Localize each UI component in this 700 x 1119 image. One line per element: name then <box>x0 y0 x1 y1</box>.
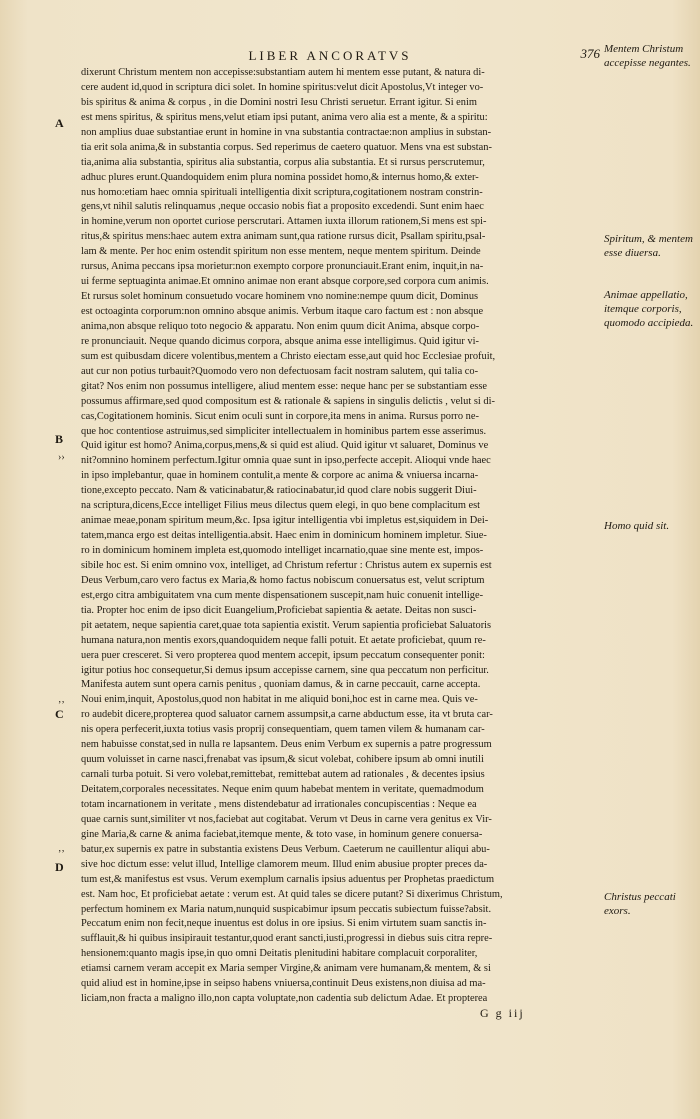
text-line: adhuc plures erunt.Quandoquidem enim plura nomina possidet homo,& internus homo,& exter- <box>81 171 479 183</box>
text-line: liciam,non fracta a maligno illo,non capta voluptate,non cadentia sub delictum Adae. Et propterea <box>81 993 488 1005</box>
text-line: Noui enim,inquit, Apostolus,quod non habitat in me aliquid boni,hoc est in carne mea. Quis ve- <box>81 694 478 706</box>
text-line: nit?omnino hominem perfectum.Igitur omnia quae sunt in ipso,perfecte accepit. Alioqui vnde haec <box>81 455 491 467</box>
quote-mark: ‚‚ <box>58 843 65 854</box>
text-line: bis spiritus & anima & corpus , in die Domini nostri Iesu Christi seruetur. Errant igitur. Si enim <box>81 96 477 108</box>
text-line: quid aliud est in homine,ipse in seipso habens vniuersa,continuit Deus existens,non diuisa ad ma- <box>81 978 486 990</box>
signature-mark: G g iij <box>480 1006 525 1020</box>
text-line: ritus,& spiritus mens:haec autem extra animam sunt,qua ratione rursus dicit, Psallam spiritu,psal- <box>81 231 486 243</box>
text-line: igitur potius hoc consequetur,Si demus ipsum accepisse carnem, sine qua peccatum non perficitur. <box>81 664 489 676</box>
text-line: Deus Verbum,caro vero factus ex Maria,& homo factus nobiscum conuersatus est, velut scriptum <box>81 574 485 586</box>
text-line: est mens spiritus, & spiritus mens,velut etiam ipsi putant, anima vero alia est a mente, & a spiritu: <box>81 111 488 123</box>
text-line: est octoaginta corporum:non omnino absque animis. Verbum itaque caro factum est : non absque <box>81 306 484 317</box>
text-line: tia. Propter hoc enim de ipso dicit Euangelium,Proficiebat sapientia & aetate. Deitas non susci- <box>81 604 477 616</box>
marginal-note: Mentem Christum accepisse negantes. <box>604 43 691 69</box>
text-line: carnali turba potuit. Si vero volebat,remittebat, remittebat autem ad rationales , & decentes ipsius <box>81 769 485 781</box>
text-line: na scriptura,dicens,Ecce intelliget Filius meus dilectus quem elegi, in quo bene complacitum est <box>81 500 481 512</box>
text-line: dixerunt Christum mentem non accepisse:substantiam autem hi mentem esse putant, & natura di- <box>81 67 485 78</box>
text-line: non amplius duae substantiae erunt in homine in vna substantia contractae:non amplius in substan- <box>81 126 492 138</box>
text-line: Manifesta autem sunt opera carnis penitus , quoniam damus, & in carne peccauit, carne accepta. <box>81 679 481 691</box>
text-line: Quid igitur est homo? Anima,corpus,mens,& si quid est aliud. Quid igitur vt saluaret, Dominus ve <box>81 440 489 452</box>
text-line: tatem,manca ergo est deitas intelligentia.absit. Haec enim in dominicum hominem impletur. Siue- <box>81 530 487 542</box>
text-line: gine Maria,& carne & anima faciebat,itemque mente, & toto vase, in hominum genere conuersa- <box>81 828 483 840</box>
text-line: sum est quibusdam dicere volentibus,mentem a Christo eiectam esse,aut quid hoc Ecclesiae profuit, <box>81 350 496 362</box>
text-line: sive hoc dictum esse: velut illud, Intellige clamorem meum. Illud enim abusiue propter preces da- <box>81 858 488 870</box>
text-line: totam incarnationem in veritate , mens distendebatur ad irrationales concupiscentias : Neque ea <box>81 798 477 810</box>
text-line: tia,anima alia substantia, spiritus alia substantia, corpus alia substantia. Et si rursus perscrutemur, <box>81 156 485 168</box>
text-line: anima,non absque reliquo toto negocio & apparatu. Non enim quum dicit Anima, absque corpo- <box>81 320 480 332</box>
text-line: sibile hoc est. Si enim omnino vox, intelliget, ad Christum refertur : Christus autem ex supernis est <box>81 559 492 571</box>
running-head: LIBER ANCORATVS <box>248 48 412 63</box>
text-line: pit aetatem, neque sapientia caret,quae tota sapientia existit. Verum sapientia proficiebat Saluatoris <box>81 619 492 631</box>
text-line: sufflauit,& hi quibus insipirauit testantur,quod erant sancti,iusti,progressi in diebus suis citra repre- <box>81 933 493 945</box>
text-line: animae meae,ponam spiritum meum,&c. Ipsa igitur intelligentia vbi impletus est,siquidem in Dei- <box>81 515 489 527</box>
text-line: batur,ex supernis ex patre in substantia existens Deus Verbum. Caeterum ne cauillentur aliqui abu- <box>81 843 490 855</box>
text-line: quum voluisset in carne nasci,frenabat vas ipsum,& sicut volebat, cohibere ipsum ab omni inutili <box>81 754 484 766</box>
text-line: nus homo:etiam haec omnia spirituali intelligentia dixit scriptura,cogitationem nostram constrin- <box>81 186 483 198</box>
text-line: perfectum hominem ex Maria natum,nunquid suspicabimur ipsum peccatis subiectum fuisse?absit. <box>81 903 492 915</box>
text-line: humana natura,non mentis exors,quandoquidem neque falli potuit. Et aetate proficiebat, quum re- <box>81 634 486 646</box>
text-line: est. Nam hoc, Et proficiebat aetate : verum est. At quid tales se dicere putant? Si dixerimus Christum, <box>81 888 503 900</box>
text-line: etiamsi carnem veram accepit ex Maria semper Virgine,& animam vere humanam,& mentem, & si <box>81 963 491 975</box>
text-line: ro in dominicum hominem impleta est,quomodo intelliget incarnatio,quae sine mente est, impos- <box>81 545 484 556</box>
quote-mark: ›› <box>58 452 65 463</box>
text-line: cere audent id,quod in scriptura dici solet. In homine spiritus:velut dicit Apostolus,Vt integer vo- <box>81 81 484 93</box>
text-line: tione,excepto peccato. Nam & vaticinabatur,& ratiocinabatur,id quod clare nobis suggerit Diui- <box>81 485 477 497</box>
text-line: Et rursus solet hominum consuetudo vocare hominem vno nomine:nempe quum dicit, Dominus <box>81 291 479 303</box>
section-mark-a: A <box>55 116 64 130</box>
text-line: uera puer cresceret. Si vero propterea quod mentem accepit, ipsum peccatum consequenter ponit: <box>81 649 485 661</box>
text-line: ui ferme septuaginta animae.Et omnino animae non erant absque corpore,sed corpora cum animis. <box>81 276 489 288</box>
text-line: quae carnis sunt,similiter vt nos,faciebat aut cogitabat. Verum vt Deus in carne vera genitus ex Vir- <box>81 813 492 825</box>
marginal-note: Spiritum, & mentem esse diuersa. <box>604 233 693 259</box>
page-number: 376 <box>580 46 600 61</box>
text-line: tia erit sola anima,& in substantia corpus. Sed reperimus de caetero quatuor. Mens vna est substan- <box>81 141 492 153</box>
body-text <box>81 66 600 1007</box>
marginal-note: Christus peccati exors. <box>604 891 676 917</box>
section-mark-b: B <box>55 432 64 446</box>
text-line: hensionem:quanto magis ipse,in quo omni Deitatis plenitudini habitare complacuit corporaliter, <box>81 948 478 960</box>
text-line: rursus, Anima peccans ipsa morietur:non exempto corpore pronunciauit.Erant enim, inquit,in na- <box>81 261 484 273</box>
text-line: que hoc contentiose astruimus,sed simpliciter intellectualem in hominibus partem esse asserimus. <box>81 425 487 437</box>
text-line: aut cur non potius turbauit?Quomodo vero non defectuosam facit nostram salutem, qui talia co- <box>81 365 479 377</box>
text-line: nem habuisse constat,sed in nulla re lapsantem. Deus enim Verbum ex supernis a patre progressum <box>81 739 492 751</box>
marginal-note: Homo quid sit. <box>604 520 670 532</box>
text-line: est,ergo citra ambiguitatem vna cum mente dispensationem suscepit,nam huic conuenit intellige- <box>81 589 484 601</box>
text-line: in homine,verum non oportet curiose perscrutari. Attamen iuxta illorum rationem,Si mens est spi- <box>81 216 487 228</box>
text-line: re pronunciauit. Neque quando dicimus corpora, absque anima esse intelligimus. Quid igitur vi- <box>81 335 479 347</box>
text-line: ro audebit dicere,propterea quod saluator carnem assumpsit,a carne abductum esse, ita vt bruta car- <box>81 709 493 721</box>
text-line: gitat? Nos enim non possumus intelligere, aliud mentem esse: neque hanc per se substantiam esse <box>81 380 488 392</box>
text-line: in ipso implebantur, quae in hominem contulit,a mente & corpore ac anima & vniuersa incarna- <box>81 470 479 482</box>
text-line: tum est,& manifestus est vsus. Verum exemplum carnalis ipsius aduentus per Prophetas praedictum <box>81 873 495 885</box>
marginal-note: Animae appellatio, itemque corporis, quomodo accipieda. <box>604 289 694 329</box>
section-mark-c: C <box>55 707 64 721</box>
text-line: nis opera perfecerit,iuxta totius vasis proprij consequentiam, quem tamen vilem & humanam car- <box>81 724 485 736</box>
text-line: gens,vt nihil salutis relinquamus ,neque occasio nobis fiat a proposito excedendi. Sunt enim haec <box>81 201 484 213</box>
text-line: possumus affirmare,sed quod compositum est & rationale & sapiens in singulis delictis , velut si di- <box>81 395 495 407</box>
quote-mark: ‚‚ <box>58 694 65 705</box>
text-line: lam & mente. Per hoc enim ostendit spiritum non esse mentem, neque mentem spiritum. Deinde <box>81 246 481 258</box>
text-line: cas,Cogitationem hominis. Sicut enim oculi sunt in corpore,ita mens in anima. Rursus porro ne- <box>81 410 479 422</box>
text-line: Deitatem,corporales necessitates. Neque enim quum habebat mentem in veritate, quemadmodum <box>81 784 484 795</box>
section-mark-d: D <box>55 860 64 874</box>
text-line: Peccatum enim non fecit,neque inuentus est dolus in ore ipsius. Si enim virtutem suam sanctis in- <box>81 918 487 930</box>
